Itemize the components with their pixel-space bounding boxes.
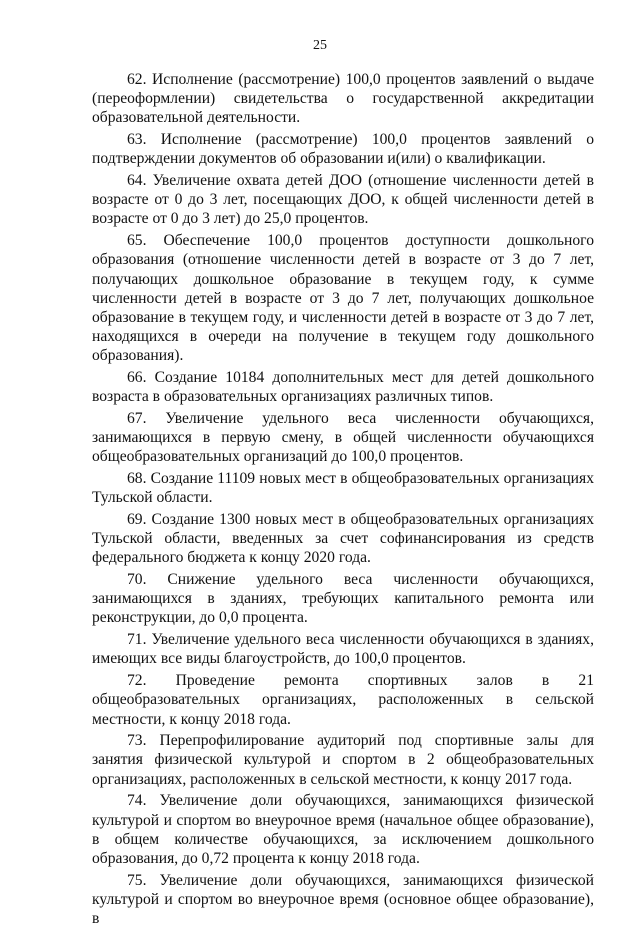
- paragraph-70: 70. Снижение удельного веса численности обучающихся, занимающихся в зданиях, требующих капитального ремонта или реконструкции, до 0,0 процента.: [92, 571, 594, 627]
- paragraph-64: 64. Увеличение охвата детей ДОО (отношение численности детей в возрасте от 0 до 3 лет, посещающих ДОО, к общей численности детей в возрасте от 0 до 3 лет) до 25,0 процентов.: [92, 172, 594, 228]
- page-number: 25: [313, 38, 327, 53]
- document-body: [92, 70, 594, 931]
- paragraph-66: 66. Создание 10184 дополнительных мест для детей дошкольного возраста в образовательных организациях различных типов.: [92, 369, 594, 406]
- paragraph-72: 72. Проведение ремонта спортивных залов в 21 общеобразовательных организациях, расположенных в сельской местности, к концу 2018 года.: [92, 672, 594, 728]
- paragraph-63: 63. Исполнение (рассмотрение) 100,0 процентов заявлений о подтверждении документов об образовании и(или) о квалификации.: [92, 131, 594, 168]
- paragraph-62: 62. Исполнение (рассмотрение) 100,0 процентов заявлений о выдаче (переоформлении) свидетельства о государственной аккредитации образовательной деятельности.: [92, 71, 594, 127]
- paragraph-75: 75. Увеличение доли обучающихся, занимающихся физической культурой и спортом во внеурочное время (основное общее образование), в: [92, 871, 594, 928]
- paragraph-73: 73. Перепрофилирование аудиторий под спортивные залы для занятия физической культурой и спортом в 2 общеобразовательных организациях, расположенных в сельской местности, к концу 2017 года.: [92, 732, 594, 788]
- paragraph-69: 69. Создание 1300 новых мест в общеобразовательных организациях Тульской области, введенных за счет софинансирования из средств федерального бюджета к концу 2020 года.: [92, 510, 594, 567]
- paragraph-67: 67. Увеличение удельного веса численности обучающихся, занимающихся в первую смену, в общей численности обучающихся общеобразовательных организаций до 100,0 процентов.: [92, 409, 594, 466]
- paragraph-74: 74. Увеличение доли обучающихся, занимающихся физической культурой и спортом во внеурочное время (начальное общее образование), в общем количестве обучающихся, за исключением дошкольного образования, до 0,72 процента к концу 2018 года.: [92, 792, 594, 867]
- paragraph-65: 65. Обеспечение 100,0 процентов доступности дошкольного образования (отношение численности детей в возрасте от 3 до 7 лет, получающих дошкольное образование в текущем году, к сумме численности детей в возрасте от 3 до 7 лет, получающих дошкольное образование в текущем году, и численности детей в возрасте от 3 до 7 лет, находящихся в очереди на получение в текущем году дошкольного образования).: [92, 232, 594, 365]
- paragraph-68: 68. Создание 11109 новых мест в общеобразовательных организациях Тульской области.: [92, 470, 594, 507]
- paragraph-71: 71. Увеличение удельного веса численности обучающихся в зданиях, имеющих все виды благоустройств, до 100,0 процентов.: [92, 631, 594, 668]
